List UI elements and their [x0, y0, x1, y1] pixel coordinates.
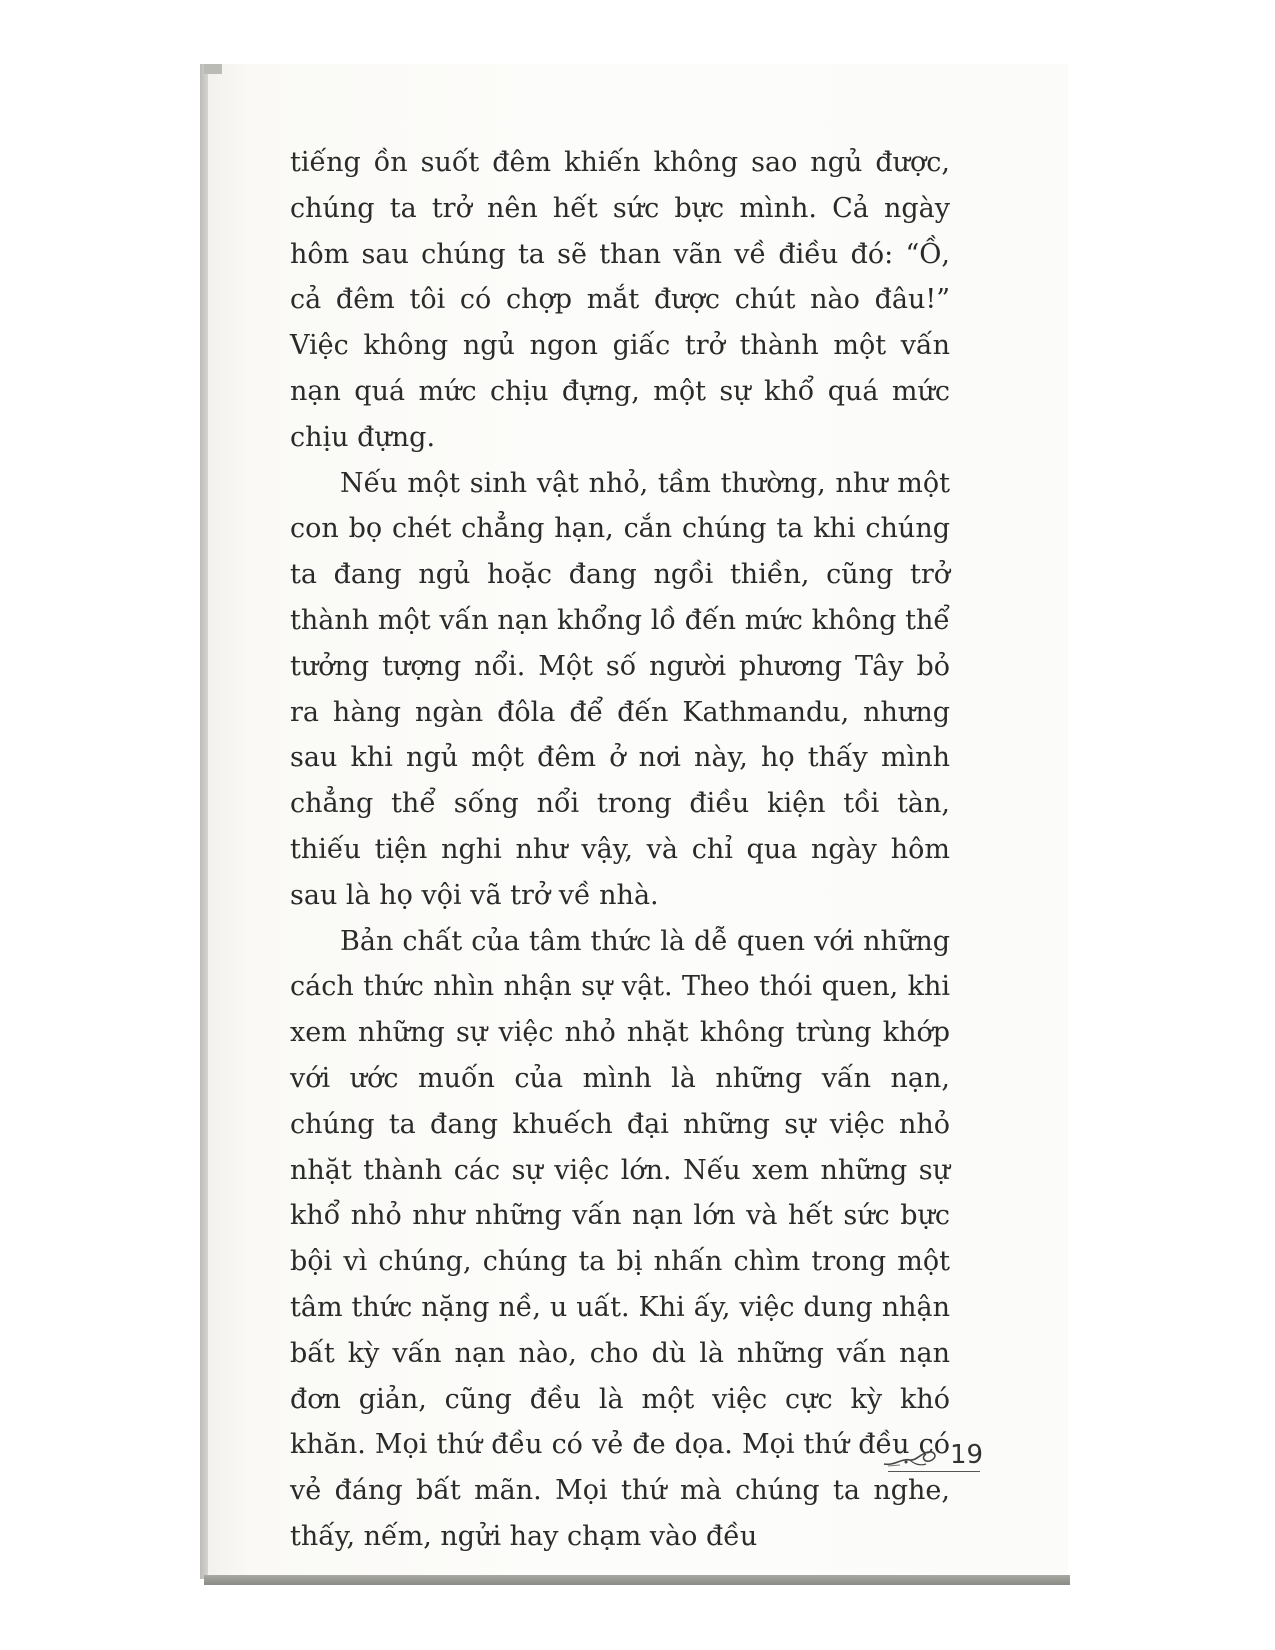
paragraph: Bản chất của tâm thức là dễ quen với những cách thức nhìn nhận sự vật. Theo thói quen, khi xem những sự việc nhỏ nhặt không trùng khớp với ước muốn của mình là những vấn nạn, chúng ta đang khuếch đại những sự việc nhỏ nhặt thành các sự việc lớn. Nếu xem những sự khổ nhỏ như những vấn nạn lớn và hết sức bực bội vì chúng, chúng ta bị nhấn chìm trong một tâm thức nặng nề, u uất. Khi ấy, việc dung nhận bất kỳ vấn nạn nào, cho dù là những vấn nạn đơn giản, cũng đều là một việc cực kỳ khó khăn. Mọi thứ đều có vẻ đe dọa. Mọi thứ đều có vẻ đáng bất mãn. Mọi thứ mà chúng ta nghe, thấy, nếm, ngửi hay chạm vào đều	[290, 925, 950, 1552]
page-corner	[204, 64, 222, 74]
flourish-ornament-icon	[880, 1444, 950, 1470]
paragraph: Nếu một sinh vật nhỏ, tầm thường, như một con bọ chét chẳng hạn, cắn chúng ta khi chúng ta đang ngủ hoặc đang ngồi thiền, cũng trở thành một vấn nạn khổng lồ đến mức không thể tưởng tượng nổi. Một số người phương Tây bỏ ra hàng ngàn đôla để đến Kathmandu, nhưng sau khi ngủ một đêm ở nơi này, họ thấy mình chẳng thể sống nổi trong điều kiện tồi tàn, thiếu tiện nghi như vậy, và chỉ qua ngày hôm sau là họ vội vã trở về nhà.	[290, 467, 950, 911]
folio-rule	[888, 1471, 980, 1472]
folio	[880, 1438, 990, 1478]
page-number: 19	[950, 1440, 984, 1470]
page-bottom-edge	[204, 1575, 1070, 1585]
paragraph-continued: tiếng ồn suốt đêm khiến không sao ngủ được, chúng ta trở nên hết sức bực mình. Cả ngày hôm sau chúng ta sẽ than vãn về điều đó: “Ồ, cả đêm tôi có chợp mắt được chút nào đâu!” Việc không ngủ ngon giấc trở thành một vấn nạn quá mức chịu đựng, một sự khổ quá mức chịu đựng.	[290, 147, 950, 453]
body-text	[290, 140, 950, 1560]
